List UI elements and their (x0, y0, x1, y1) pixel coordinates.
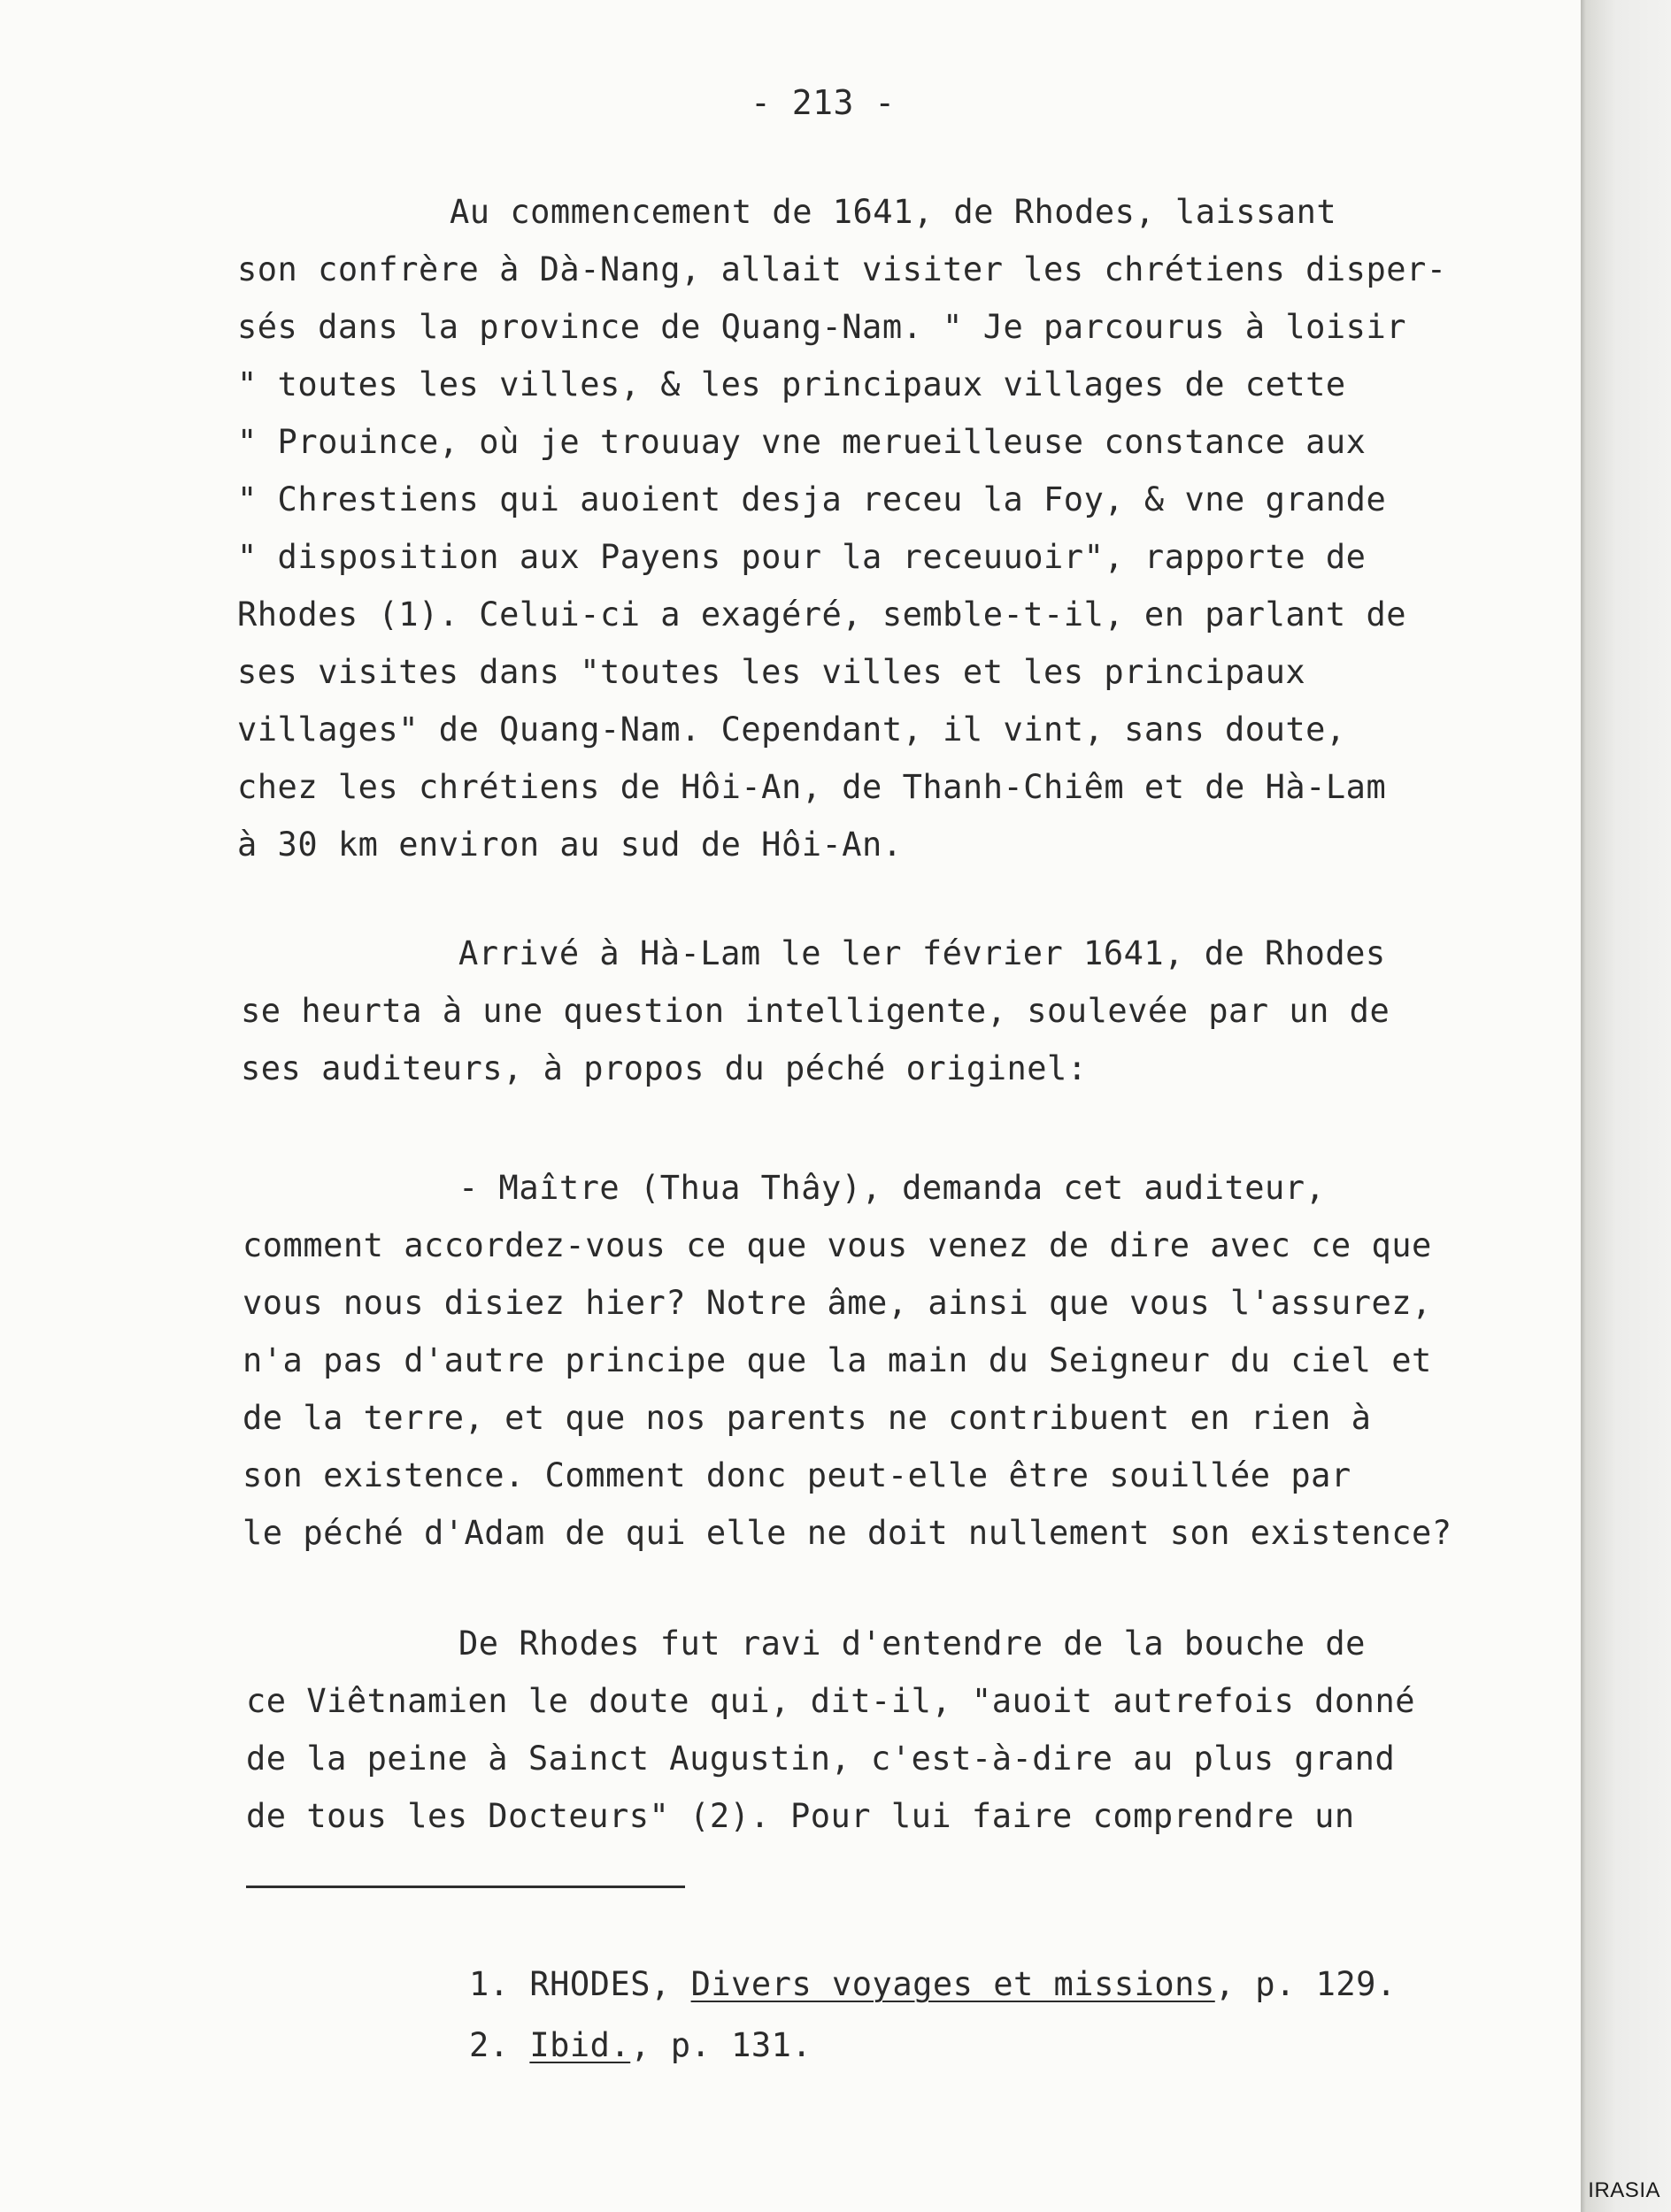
paragraph-3-line-5: de la terre, et que nos parents ne contribuent en rien à (243, 1399, 1372, 1437)
paragraph-4-line-1: De Rhodes fut ravi d'entendre de la bouche de (458, 1624, 1366, 1663)
paragraph-3-line-7: le péché d'Adam de qui elle ne doit nullement son existence? (243, 1514, 1452, 1552)
footnote-1-number: 1. (469, 1965, 510, 2003)
paragraph-3-line-4: n'a pas d'autre principe que la main du Seigneur du ciel et (243, 1341, 1432, 1379)
paragraph-3-line-2: comment accordez-vous ce que vous venez de dire avec ce que (243, 1226, 1432, 1264)
footnote-1-suffix: , p. 129. (1214, 1965, 1397, 2003)
footnote-1-author: RHODES, (529, 1965, 671, 2003)
paragraph-2-line-1: Arrivé à Hà-Lam le ler février 1641, de Rhodes (458, 934, 1386, 972)
paragraph-3-line-3: vous nous disiez hier? Notre âme, ainsi que vous l'assurez, (243, 1284, 1432, 1322)
paragraph-1-line-3: sés dans la province de Quang-Nam. " Je parcourus à loisir (237, 308, 1407, 346)
paragraph-1-line-5: " Prouince, où je trouuay vne merueilleuse constance aux (237, 423, 1367, 461)
paragraph-1-line-6: " Chrestiens qui auoient desja receu la Foy, & vne grande (237, 480, 1387, 518)
paragraph-1-line-11: chez les chrétiens de Hôi-An, de Thanh-Chiêm et de Hà-Lam (237, 768, 1387, 806)
paragraph-1-line-1: Au commencement de 1641, de Rhodes, laissant (450, 193, 1337, 231)
footnote-2-suffix: , p. 131. (630, 2026, 812, 2064)
footnote-2-title: Ibid. (529, 2026, 631, 2064)
page-binding-edge (1581, 0, 1671, 2212)
footnote-separator (246, 1886, 685, 1888)
paragraph-3-line-1: - Maître (Thua Thây), demanda cet auditeur, (458, 1169, 1326, 1207)
paragraph-4-line-2: ce Viêtnamien le doute qui, dit-il, "auoit autrefois donné (246, 1682, 1416, 1720)
paragraph-1-line-12: à 30 km environ au sud de Hôi-An. (237, 826, 903, 864)
footnote-1 (469, 1965, 1397, 2004)
footnote-2 (469, 2026, 812, 2065)
paragraph-1-line-9: ses visites dans "toutes les villes et les principaux (237, 653, 1306, 691)
paragraph-1-line-8: Rhodes (1). Celui-ci a exagéré, semble-t-il, en parlant de (237, 595, 1407, 634)
paragraph-2-line-3: ses auditeurs, à propos du péché originel: (241, 1049, 1088, 1087)
paragraph-2-line-2: se heurta à une question intelligente, soulevée par un de (241, 992, 1390, 1030)
paragraph-4-line-4: de tous les Docteurs" (2). Pour lui faire comprendre un (246, 1797, 1355, 1835)
page-number: - 213 - (751, 83, 896, 122)
paragraph-3-line-6: son existence. Comment donc peut-elle être souillée par (243, 1456, 1351, 1494)
paragraph-1-line-7: " disposition aux Payens pour la receuuoir", rapporte de (237, 538, 1367, 576)
footnote-2-number: 2. (469, 2026, 510, 2064)
irasia-watermark: IRASIA (1588, 2178, 1660, 2202)
paragraph-4-line-3: de la peine à Sainct Augustin, c'est-à-dire au plus grand (246, 1740, 1396, 1778)
paragraph-1-line-10: villages" de Quang-Nam. Cependant, il vint, sans doute, (237, 710, 1346, 749)
paragraph-1-line-4: " toutes les villes, & les principaux villages de cette (237, 365, 1346, 403)
paragraph-1-line-2: son confrère à Dà-Nang, allait visiter les chrétiens disper- (237, 250, 1447, 288)
footnote-1-title: Divers voyages et missions (690, 1965, 1215, 2003)
